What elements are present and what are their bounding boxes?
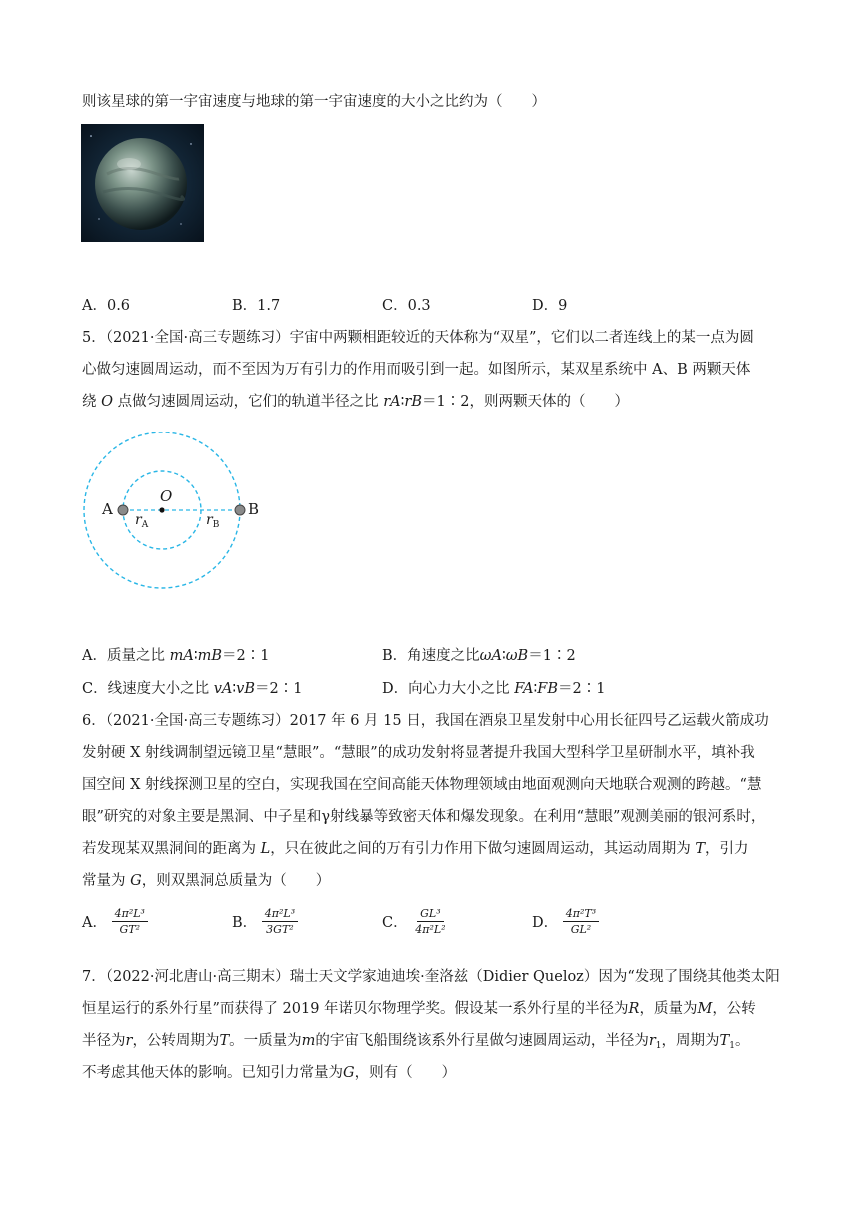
label-o: O — [160, 487, 173, 505]
q6-b-denominator: 3GT² — [266, 923, 294, 936]
q6-c-numerator: GL³ — [417, 908, 444, 922]
q6-d-numerator: 4π²T³ — [563, 908, 599, 922]
q6-d-denominator: GL² — [570, 923, 592, 936]
q5-option-a[interactable]: A．质量之比 mA∶mB＝2∶1 — [82, 648, 270, 664]
label-ra: $r_A$ — [135, 512, 149, 530]
q6-stem-line-1: 6．（2021·全国·高三专题练习）2017 年 6 月 15 日，我国在酒泉卫星发射中心用长征四号乙运载火箭成功 — [82, 713, 769, 729]
q5-stem-line-2: 心做匀速圆周运动，而不至因为万有引力的作用而吸引到一起。如图所示，某双星系统中 A、B 两颗天体 — [82, 362, 751, 378]
q4-option-d[interactable]: D．9 — [532, 298, 568, 314]
label-rb: $r_B$ — [206, 512, 220, 530]
q6-stem-line-2: 发射硬 X 射线调制望远镜卫星“慧眼”。“慧眼”的成功发射将显著提升我国大型科学卫星研制水平，填补我 — [82, 745, 755, 761]
label-b: B — [248, 500, 260, 518]
q6-option-a[interactable]: A． $\frac{\text{4π²L³}}{\text{GT²}}$ — [82, 908, 148, 935]
q6-c-denominator: 4π²L² — [415, 923, 446, 936]
q6-a-denominator: GT² — [119, 923, 141, 936]
q6-option-d[interactable]: D． $\frac{\text{4π²T³}}{\text{GL²}}$ — [532, 908, 599, 935]
q4-option-c[interactable]: C．0.3 — [382, 298, 431, 314]
q4-stem-tail: 则该星球的第一宇宙速度与地球的第一宇宙速度的大小之比约为（ ） — [82, 94, 546, 110]
planet-image — [81, 124, 204, 242]
q6-option-b[interactable]: B． $\frac{\text{4π²L³}}{\text{3GT²}}$ — [232, 908, 298, 935]
q6-stem-line-3: 国空间 X 射线探测卫星的空白，实现我国在空间高能天体物理领域由地面观测向天地联合观测的跨越。“慧 — [82, 777, 762, 793]
q6-option-c[interactable]: C． $\frac{\text{GL³}}{\text{4π²L²}}$ — [382, 908, 449, 935]
q5-option-c[interactable]: C．线速度大小之比 vA∶vB＝2∶1 — [82, 681, 303, 697]
center-point-o — [159, 507, 164, 512]
q6-stem-line-4: 眼”研究的对象主要是黑洞、中子星和γ射线暴等致密天体和爆发现象。在利用“慧眼”观测美丽的银河系时， — [82, 809, 766, 825]
q6-b-numerator: 4π²L³ — [262, 908, 298, 922]
q7-stem-line-2: 恒星运行的系外行星”而获得了 2019 年诺贝尔物理学奖。假设某一系外行星的半径为R，质量为M，公转 — [82, 1001, 756, 1017]
q5-option-b[interactable]: B．角速度之比ωA∶ωB＝1∶2 — [382, 648, 576, 664]
q4-option-b[interactable]: B．1.7 — [232, 298, 281, 314]
q6-stem-line-5: 若发现某双黑洞间的距离为 L，只在彼此之间的万有引力作用下做匀速圆周运动，其运动周期为 T，引力 — [82, 841, 749, 857]
q6-stem-line-6: 常量为 G，则双黑洞总质量为（ ） — [82, 873, 331, 889]
q5-stem-line-1: 5．（2021·全国·高三专题练习）宇宙中两颗相距较近的天体称为“双星”，它们以二者连线上的某一点为圆 — [82, 330, 754, 346]
q7-stem-line-4: 不考虑其他天体的影响。已知引力常量为G，则有（ ） — [82, 1065, 457, 1081]
q5-option-d[interactable]: D．向心力大小之比 FA∶FB＝2∶1 — [382, 681, 606, 697]
q4-option-a[interactable]: A．0.6 — [82, 298, 131, 314]
label-a: A — [102, 500, 113, 518]
q7-stem-line-3: 半径为r，公转周期为T。一质量为m的宇宙飞船围绕该系外行星做匀速圆周运动，半径为$r_1$，周期为$T_1$。 — [82, 1033, 750, 1051]
binary-star-diagram — [82, 432, 272, 597]
star-b — [235, 505, 245, 515]
q6-a-numerator: 4π²L³ — [112, 908, 148, 922]
q5-stem-line-3: 绕 O 点做匀速圆周运动，它们的轨道半径之比 rA∶rB＝1∶2，则两颗天体的（ ） — [82, 394, 629, 410]
star-a — [118, 505, 128, 515]
q7-stem-line-1: 7．（2022·河北唐山·高三期末）瑞士天文学家迪迪埃·奎洛兹（Didier Queloz）因为“发现了围绕其他类太阳 — [82, 969, 780, 985]
